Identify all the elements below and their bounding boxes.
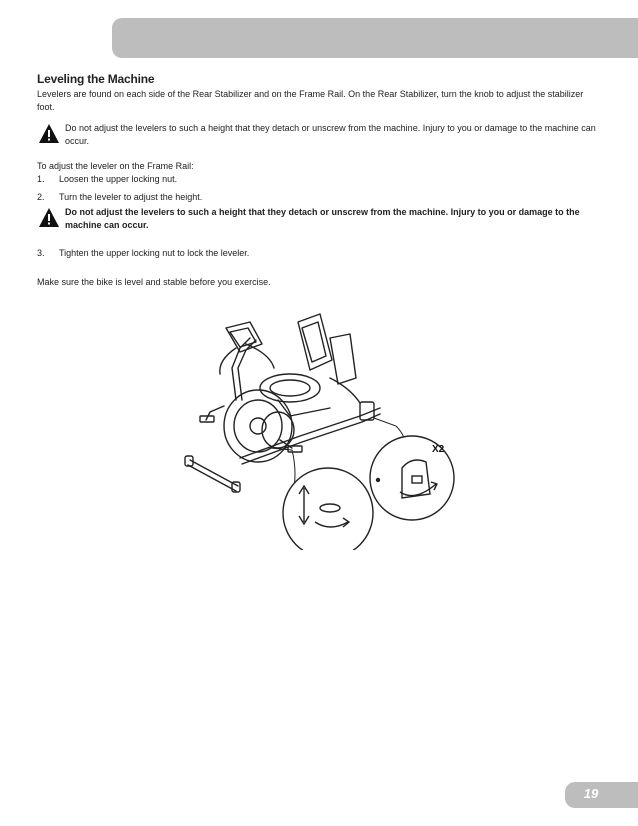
warning-icon (38, 123, 60, 145)
callout-label: X2 (432, 444, 445, 455)
warning-text-2: Do not adjust the levelers to such a height that they detach or unscrew from the machine. Injury to you or damage to the machine can occur. (65, 207, 580, 230)
step-3 (37, 247, 597, 260)
recumbent-bike-leveling-illustration (180, 308, 465, 550)
header-bar (112, 18, 638, 58)
section-title: Leveling the Machine (37, 72, 155, 86)
page-number-tab (565, 782, 638, 808)
step-2 (37, 191, 597, 204)
page-content (37, 72, 597, 289)
step-number: 3. (37, 248, 45, 258)
step-number: 2. (37, 192, 45, 202)
warning-text-1: Do not adjust the levelers to such a height that they detach or unscrew from the machine. Injury to you or damage to the machine can occur. (65, 123, 596, 146)
closing-paragraph: Make sure the bike is level and stable before you exercise. (37, 277, 271, 287)
step-text: Tighten the upper locking nut to lock the leveler. (59, 248, 250, 258)
step-text: Loosen the upper locking nut. (59, 174, 178, 184)
warning-block-2 (37, 206, 597, 232)
step-text: Turn the leveler to adjust the height. (59, 192, 203, 202)
warning-icon (38, 207, 60, 229)
page-number: 19 (583, 786, 599, 801)
intro-paragraph: Levelers are found on each side of the Rear Stabilizer and on the Frame Rail. On the Rear Stabilizer, turn the knob to adjust the stabilizer foot. (37, 89, 584, 112)
frame-rail-intro: To adjust the leveler on the Frame Rail: (37, 161, 194, 171)
step-1 (37, 173, 597, 186)
warning-block-1 (37, 122, 597, 148)
step-number: 1. (37, 174, 45, 184)
